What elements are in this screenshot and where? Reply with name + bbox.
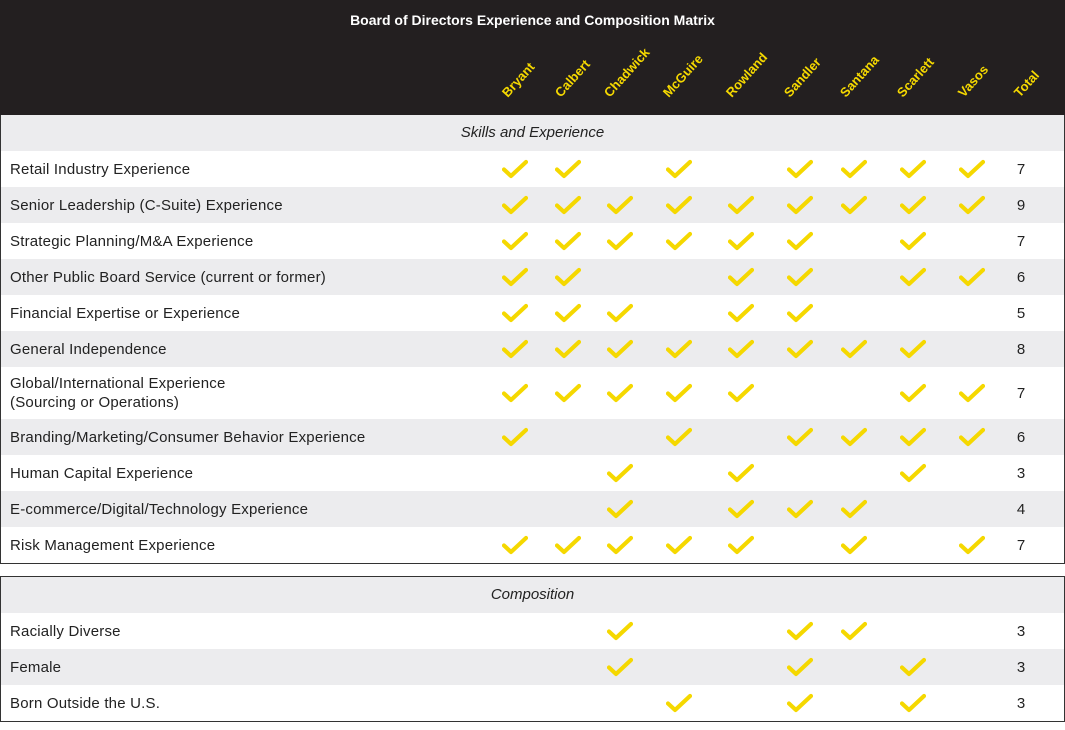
- row-total: 4: [1016, 500, 1026, 518]
- checkmark-icon: [841, 621, 867, 641]
- checkmark-icon: [502, 267, 528, 287]
- checkmark-icon: [502, 231, 528, 251]
- row-label: Financial Expertise or Experience: [10, 304, 241, 322]
- checkmark-icon: [555, 231, 581, 251]
- table-row: [1, 259, 1064, 295]
- row-total: 7: [1016, 384, 1026, 402]
- column-header-label: Bryant: [498, 59, 538, 100]
- table-row: [1, 187, 1064, 223]
- row-total: 3: [1016, 658, 1026, 676]
- row-label: Racially Diverse: [10, 622, 121, 640]
- table-row: [1, 223, 1064, 259]
- matrix-header: [0, 0, 1065, 115]
- checkmark-icon: [555, 383, 581, 403]
- checkmark-icon: [728, 383, 754, 403]
- checkmark-icon: [959, 383, 985, 403]
- row-total: 7: [1016, 232, 1026, 250]
- checkmark-icon: [502, 339, 528, 359]
- row-label: Global/International Experience (Sourcing or Operations): [10, 375, 226, 411]
- checkmark-icon: [728, 267, 754, 287]
- checkmark-icon: [555, 267, 581, 287]
- row-label: General Independence: [10, 340, 167, 358]
- checkmark-icon: [607, 535, 633, 555]
- checkmark-icon: [959, 267, 985, 287]
- column-header-label: Total: [1010, 67, 1043, 100]
- row-label: Retail Industry Experience: [10, 160, 191, 178]
- row-label: Branding/Marketing/Consumer Behavior Experience: [10, 428, 366, 446]
- column-header-label: Rowland: [722, 49, 771, 100]
- checkmark-icon: [502, 195, 528, 215]
- table-row: [1, 151, 1064, 187]
- checkmark-icon: [728, 339, 754, 359]
- checkmark-icon: [555, 195, 581, 215]
- checkmark-icon: [900, 463, 926, 483]
- checkmark-icon: [787, 303, 813, 323]
- row-total: 8: [1016, 340, 1026, 358]
- checkmark-icon: [666, 339, 692, 359]
- checkmark-icon: [900, 231, 926, 251]
- checkmark-icon: [728, 535, 754, 555]
- table-row: [1, 685, 1064, 721]
- checkmark-icon: [900, 159, 926, 179]
- row-label: Risk Management Experience: [10, 536, 216, 554]
- skills-section: [0, 115, 1065, 564]
- checkmark-icon: [787, 195, 813, 215]
- checkmark-icon: [666, 195, 692, 215]
- row-label: Senior Leadership (C-Suite) Experience: [10, 196, 283, 214]
- checkmark-icon: [502, 427, 528, 447]
- checkmark-icon: [787, 159, 813, 179]
- checkmark-icon: [959, 535, 985, 555]
- checkmark-icon: [555, 303, 581, 323]
- checkmark-icon: [502, 535, 528, 555]
- checkmark-icon: [728, 195, 754, 215]
- checkmark-icon: [666, 693, 692, 713]
- checkmark-icon: [787, 499, 813, 519]
- row-total: 9: [1016, 196, 1026, 214]
- row-total: 6: [1016, 428, 1026, 446]
- row-total: 3: [1016, 694, 1026, 712]
- checkmark-icon: [959, 195, 985, 215]
- column-header-label: McGuire: [659, 51, 706, 100]
- checkmark-icon: [666, 427, 692, 447]
- checkmark-icon: [959, 159, 985, 179]
- column-header-label: Calbert: [551, 56, 593, 100]
- table-row: [1, 419, 1064, 455]
- table-row: [1, 491, 1064, 527]
- table-row: [1, 295, 1064, 331]
- checkmark-icon: [900, 657, 926, 677]
- matrix-title: Board of Directors Experience and Composition Matrix: [350, 12, 715, 28]
- checkmark-icon: [607, 499, 633, 519]
- checkmark-icon: [607, 383, 633, 403]
- checkmark-icon: [666, 535, 692, 555]
- checkmark-icon: [728, 499, 754, 519]
- checkmark-icon: [555, 159, 581, 179]
- checkmark-icon: [841, 499, 867, 519]
- checkmark-icon: [607, 621, 633, 641]
- checkmark-icon: [555, 339, 581, 359]
- row-label: Born Outside the U.S.: [10, 694, 161, 712]
- table-row: [1, 613, 1064, 649]
- row-label: Other Public Board Service (current or former): [10, 268, 326, 286]
- checkmark-icon: [666, 383, 692, 403]
- checkmark-icon: [787, 267, 813, 287]
- checkmark-icon: [900, 267, 926, 287]
- table-row: [1, 649, 1064, 685]
- checkmark-icon: [900, 383, 926, 403]
- checkmark-icon: [502, 383, 528, 403]
- checkmark-icon: [787, 621, 813, 641]
- checkmark-icon: [959, 427, 985, 447]
- row-total: 7: [1016, 536, 1026, 554]
- row-label: Human Capital Experience: [10, 464, 194, 482]
- column-header-label: Chadwick: [600, 44, 653, 100]
- checkmark-icon: [666, 231, 692, 251]
- checkmark-icon: [841, 339, 867, 359]
- checkmark-icon: [607, 339, 633, 359]
- checkmark-icon: [900, 339, 926, 359]
- checkmark-icon: [841, 535, 867, 555]
- checkmark-icon: [502, 303, 528, 323]
- row-total: 3: [1016, 622, 1026, 640]
- column-header-label: Sandler: [780, 54, 824, 100]
- row-total: 5: [1016, 304, 1026, 322]
- checkmark-icon: [787, 657, 813, 677]
- table-row: [1, 367, 1064, 419]
- checkmark-icon: [900, 693, 926, 713]
- checkmark-icon: [728, 463, 754, 483]
- checkmark-icon: [607, 463, 633, 483]
- section-heading: Skills and Experience: [1, 115, 1064, 151]
- table-row: [1, 331, 1064, 367]
- checkmark-icon: [607, 657, 633, 677]
- row-label: Female: [10, 658, 62, 676]
- row-total: 7: [1016, 160, 1026, 178]
- checkmark-icon: [787, 231, 813, 251]
- checkmark-icon: [841, 427, 867, 447]
- column-header-label: Vasos: [954, 62, 992, 100]
- row-label: E-commerce/Digital/Technology Experience: [10, 500, 309, 518]
- row-total: 3: [1016, 464, 1026, 482]
- checkmark-icon: [555, 535, 581, 555]
- section-heading: Composition: [1, 577, 1064, 613]
- checkmark-icon: [841, 159, 867, 179]
- table-row: [1, 455, 1064, 491]
- checkmark-icon: [787, 693, 813, 713]
- checkmark-icon: [607, 195, 633, 215]
- column-header-label: Santana: [836, 52, 882, 100]
- row-total: 6: [1016, 268, 1026, 286]
- composition-section: [0, 576, 1065, 722]
- checkmark-icon: [841, 195, 867, 215]
- checkmark-icon: [502, 159, 528, 179]
- table-row: [1, 527, 1064, 563]
- checkmark-icon: [728, 231, 754, 251]
- checkmark-icon: [728, 303, 754, 323]
- checkmark-icon: [787, 427, 813, 447]
- column-header-label: Scarlett: [893, 54, 937, 100]
- checkmark-icon: [607, 231, 633, 251]
- checkmark-icon: [787, 339, 813, 359]
- checkmark-icon: [607, 303, 633, 323]
- row-label: Strategic Planning/M&A Experience: [10, 232, 254, 250]
- checkmark-icon: [666, 159, 692, 179]
- checkmark-icon: [900, 427, 926, 447]
- checkmark-icon: [900, 195, 926, 215]
